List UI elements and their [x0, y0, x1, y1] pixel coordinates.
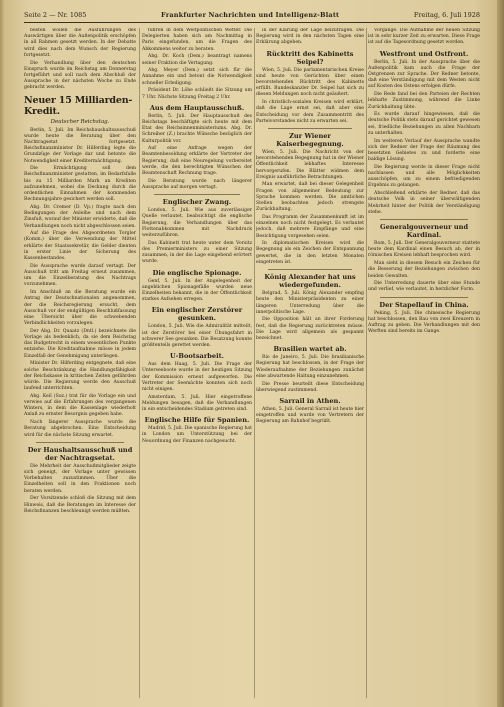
newspaper-title: Frankfurter Nachrichten und Intelligenz-Blatt	[161, 11, 340, 19]
paragraph: Berlin, 5. Juli. In der Aussprache über die Außenpolitik kam auch die Frage der Ostgrenzen zur Sprache. Der Redner betonte, daß eine Verständigung mit dem Westen nicht auf Kosten des Ostens erfolgen dürfe.	[368, 59, 480, 90]
headline-englischer-zwang: Englischer Zwang.	[162, 198, 232, 207]
paragraph: Die Beratung wurde nach längerer Aussprache auf morgen vertagt.	[142, 178, 252, 190]
paragraph: Auf eine Anfrage wegen der Beamtenbesoldung erklärte der Vertreter der Regierung, daß eine Neuregelung vorbereitet werde, die den berechtigten Wünschen der Beamtenschaft Rechnung trage.	[142, 146, 252, 177]
section-heading: Der Haushaltsausschuß und der Nachtragsetat.	[27, 445, 133, 462]
headline-u-boot: U-Bootsarbeit.	[170, 352, 224, 361]
paragraph: Rom, 5. Juli. Der Generalgouverneur stattete heute dem Kardinal einen Besuch ab, der in römischen Kreisen lebhaft besprochen wird.	[368, 240, 480, 259]
paragraph: Man erwartet, daß bei dieser Gelegenheit Fragen von allgemeiner Bedeutung zur Sprache kommen werden. Die amtlichen Stellen beobachten jedoch strengste Zurückhaltung.	[256, 182, 364, 213]
paragraph: Die Verhandlung über den deutschen Einspruch wurde im Reichstag am Donnerstag fortgeführt und soll nach dem Abschluß der Aussprache in der nächsten Woche zu Ende gebracht werden.	[24, 60, 136, 91]
divider	[154, 194, 240, 195]
paragraph: Die Unterredung dauerte über eine Stunde und verlief, wie verlautet, in herzlicher Form.	[368, 281, 480, 293]
paragraph: Minister Dr. Hilferding entgegnete, daß eine solche Beschränkung die Handlungsfähigkeit der Reichskasse in kritischen Zeiten gefährden würde. Die Regierung werde den Ausschuß laufend unterrichten.	[24, 361, 136, 392]
paragraph: Wien, 5. Juli. Die Nachricht von der bevorstehenden Begegnung hat in der Wiener Öffentlichkeit lebhaftes Interesse hervorgerufen. Die Blätter widmen dem Ereignis ausführliche Betrachtungen.	[256, 149, 364, 180]
paragraph: Amsterdam, 5. Juli. Hier eingetroffene Meldungen besagen, daß die Verhandlungen in ein entscheidendes Stadium getreten sind.	[142, 394, 252, 413]
paragraph: besten wollen die Ausführungen des Auswärtigen über die Außenpolitik erschöpfen in all Rahmen gesetzt werden. In der Debatte wird dies nach dem Wunsch der Regierung fortgesetzt.	[24, 28, 136, 58]
headline-stapellauf-china: Der Stapellauf in China.	[379, 300, 469, 309]
headline-brasilien: Brasilien wartet ab.	[273, 345, 347, 354]
paragraph: führen in dem Weltpolitischen Wetter. Die Delegierten haben sich am Nachmittag in Paris eingefunden, um die Fragen des Abkommens weiter zu beraten.	[142, 28, 252, 52]
paragraph: Abg. Keil (Soz.) trat für die Vorlage ein und verwies auf die Erfahrungen des vergangenen Winters, in dem die Kassenlage wiederholt Anlaß zu ernster Besorgnis gegeben habe.	[24, 393, 136, 418]
paragraph: Nach längerer Aussprache wurde die Beratung abgebrochen. Eine Entscheidung wird für die nächste Sitzung erwartet.	[24, 420, 136, 438]
subheadline: Deutscher Reichstag.	[50, 118, 110, 125]
paragraph: Genf, 5. Juli. In der Angelegenheit der angeblichen Spionagefälle wurden neue Einzelheiten bekannt, die in der Öffentlichkeit starkes Aufsehen erregen.	[142, 278, 252, 303]
page-number: Seite 2 — Nr. 1085	[24, 11, 87, 19]
paragraph: Die Aussprache wurde darauf vertagt. Der Ausschuß tritt am Freitag erneut zusammen, um die Einzelberatung des Nachtrags vorzunehmen.	[24, 263, 136, 288]
page-edge-shadow	[0, 0, 4, 707]
headline-spanien: Englische Hilfe für Spanien.	[144, 416, 250, 425]
divider	[268, 128, 352, 129]
paragraph: Die Rede fand bei den Parteien der Rechten lebhafte Zustimmung, während die Linke Zurückhaltung übte.	[368, 92, 480, 110]
paragraph: Wien, 5. Juli. Die parlamentarischen Kreise sind heute von Gerüchten über einen bevorstehenden Rücktritt des Kabinetts erfüllt. Bundeskanzler Dr. Seipel hat sich zu diesen Meldungen noch nicht geäußert.	[256, 67, 364, 98]
paragraph: Das Kabinett trat heute unter dem Vorsitz des Premierministers zu einer Sitzung zusammen, in der die Lage eingehend erörtert wurde.	[142, 240, 252, 265]
headline-generalgouverneur: Generalgouverneur und Kardinal.	[379, 222, 469, 239]
paragraph: Das Programm der Zusammenkunft ist im einzelnen noch nicht festgelegt. Es verlautet jedoch, daß mehrere Empfänge und eine Besichtigung vorgesehen seien.	[256, 214, 364, 239]
headline-sarrail: Sarrail in Athen.	[279, 396, 341, 405]
paragraph: Abg. Dr. Koch (Dem.) beantragt namens seiner Fraktion die Vertagung.	[142, 54, 252, 66]
paragraph: Die Ermächtigung soll dem Reichsfinanzminister gestatten, im Bedarfsfalle bis zu 15 Milliarden Mark an Krediten aufzunehmen, wobei die Deckung durch die ordentlichen Einnahmen der kommenden Rechnungsjahre gesichert werden soll.	[24, 166, 136, 203]
paragraph: In christlich-sozialen Kreisen wird erklärt, daß die Lage ernst sei, daß aber eine Entscheidung vor dem Zusammentritt des Parteivorstandes nicht zu erwarten sei.	[256, 100, 364, 124]
column-rule	[366, 28, 367, 698]
column-4	[368, 28, 480, 698]
paragraph: Im Anschluß an die Beratung wurde ein Antrag der Deutschnationalen angenommen, der die Reichsregierung ersucht, dem Ausschuß vor der endgültigen Beschlußfassung eine Übersicht über die schwebenden Verbindlichkeiten vorzulegen.	[24, 290, 136, 327]
paragraph: Abg. Dr. Cremer (D. Vp.) fragte nach den Bedingungen der Anleihe und nach dem Zinsfuß, worauf der Minister erwiderte, daß die Verhandlungen noch nicht abgeschlossen seien.	[24, 204, 136, 229]
column-rule	[254, 28, 255, 698]
headline-hauptausschuss: Aus dem Hauptausschuß.	[149, 103, 245, 112]
paragraph: Man sieht in diesem Besuch ein Zeichen für die Besserung der Beziehungen zwischen den beiden Gewalten.	[368, 261, 480, 279]
divider	[36, 442, 124, 443]
headline-milliarden-kredit: Neuer 15 Milliarden-Kredit.	[24, 94, 133, 117]
headline-zerstoerer: Ein englischer Zerstörer gesunken.	[151, 306, 243, 323]
headline-spionage: Die englische Spionage.	[152, 268, 242, 277]
column-rule	[139, 28, 140, 698]
column-1	[24, 28, 136, 698]
paragraph: In diplomatischen Kreisen wird die Begegnung als ein Zeichen der Entspannung gewertet, die in den letzten Monaten eingetreten ist.	[256, 241, 364, 265]
divider	[380, 219, 468, 220]
page-header	[24, 8, 480, 23]
page-fold-shadow	[497, 0, 504, 707]
paragraph: Abg. Meyer (Dem.) setzt sich für die Annahme ein und betont die Notwendigkeit schneller Erledigung.	[142, 68, 252, 86]
paragraph: Abschließend erklärte der Redner, daß das deutsche Volk in seiner überwältigenden Mehrheit hinter der Politik der Verständigung stehe.	[368, 191, 480, 215]
paragraph: Berlin, 5. Juli. Der Hauptausschuß des Reichstags beschäftigte sich heute mit dem Etat des Reichsinnenministeriums. Abg. Dr. Schreiber (Z.) brachte Wünsche bezüglich der Kulturpolitik vor.	[142, 113, 252, 144]
headline-westfront-ostfront: Westfront und Ostfront.	[379, 49, 469, 58]
paragraph: Athen, 5. Juli. General Sarrail ist heute hier eingetroffen und wurde von Vertretern der Regierung am Bahnhof begrüßt.	[256, 406, 364, 425]
paragraph: Im weiteren Verlauf der Aussprache wandte sich der Redner der Frage der Räumung des besetzten Gebietes zu und forderte eine baldige Lösung.	[368, 138, 480, 163]
paragraph: Auf die Frage des Abgeordneten Torgler (Komm.) über die Verwendung der Mittel erklärte der Staatssekretär, die Gelder dienten in erster Linie der Sicherung des Kassenbestandes.	[24, 231, 136, 262]
paragraph: Peking, 5. Juli. Die chinesische Regierung hat beschlossen, den Bau von zwei Kreuzern in Auftrag zu geben. Die Verhandlungen mit den Werften sind bereits im Gange.	[368, 310, 480, 335]
paragraph: Präsident Dr. Löbe schließt die Sitzung um 7 Uhr. Nächste Sitzung Freitag 2 Uhr.	[142, 88, 252, 100]
paragraph: Die Mehrheit der Ausschußmitglieder zeigte sich geneigt, der Vorlage unter gewissen Vorbehalten zuzustimmen. Über die Einzelheiten soll in den Fraktionen noch beraten werden.	[24, 463, 136, 494]
paragraph: London, 5. Juli. Wie aus zuverlässiger Quelle verlautet, beabsichtigt die englische Regierung, die Verhandlungen über das Flottenabkommen mit Nachdruck weiterzuführen.	[142, 208, 252, 238]
paragraph: Berlin, 5. Juli. Im Reichshaushaltsausschuß wurde heute die Beratung über den Nachtragsetat fortgesetzt. Reichsfinanzminister Dr. Hilferding legte die Grundzüge der Vorlage dar und betonte die Notwendigkeit einer Kreditermächtigung.	[24, 127, 136, 164]
issue-date: Freitag, 6. Juli 1928	[413, 11, 480, 19]
paragraph: Die Opposition hält an ihrer Forderung fest, daß die Regierung zurücktreten müsse. Die Lage wird allgemein als gespannt bezeichnet.	[256, 317, 364, 342]
paragraph: Aus dem Haag, 5. Juli. Die Frage der Unterseeboote wurde in der heutigen Sitzung der Kommission erneut aufgeworfen. Die Vertreter der Seemächte konnten sich noch nicht einigen.	[142, 362, 252, 392]
paragraph: Rio de Janeiro, 5. Juli. Die brasilianische Regierung hat beschlossen, in der Frage der Wiederaufnahme der Beziehungen zunächst eine abwartende Haltung einzunehmen.	[256, 355, 364, 379]
divider	[268, 269, 352, 270]
paragraph: Vorgänge. Die Aufnahme der neuen Sitzung ist in sehr kurzer Zeit zu erwarten. Diese Frage ist auf die Tagesordnung gesetzt worden.	[368, 28, 480, 46]
paragraph: Der Vorsitzende schloß die Sitzung mit dem Hinweis, daß die Beratungen im Interesse der Reichsfinanzen beschleunigt werden müßten.	[24, 496, 136, 514]
paragraph: London, 5. Juli. Wie die Admiralität mitteilt, ist der Zerstörer bei einer Übungsfahrt in schwerer See gesunken. Die Besatzung konnte größtenteils gerettet werden.	[142, 324, 252, 348]
paragraph: Madrid, 5. Juli. Die spanische Regierung hat in London um Unterstützung bei der Neuordnung der Finanzen nachgesucht.	[142, 426, 252, 444]
headline-kaiserbegegnung: Zur Wiener Kaiserbegegnung.	[276, 131, 344, 148]
paragraph: Belgrad, 5. Juli. König Alexander empfing heute den Ministerpräsidenten zu einer längeren Unterredung über die innerpolitische Lage.	[256, 291, 364, 315]
headline-kabinett-seipel: Rücktritt des Kabinetts Seipel?	[266, 49, 354, 66]
column-3	[256, 28, 364, 698]
paragraph: in der Klärung der Lage beizutragen. Die Regierung wird in den nächsten Tagen eine Erklärung abgeben.	[256, 28, 364, 46]
paragraph: Der Abg. Dr. Quaatz (Dntl.) bezeichnete die Vorlage als bedenklich, da sie dem Reichstag das Budgetrecht in einem wesentlichen Punkte entziehe. Die Kreditaufnahme müsse in jedem Einzelfall der Genehmigung unterliegen.	[24, 328, 136, 359]
divider	[380, 297, 468, 298]
paragraph: Die Presse beurteilt diese Entscheidung überwiegend zustimmend.	[256, 381, 364, 393]
headline-koenig-alexander: König Alexander hat uns wiedergefunden.	[264, 273, 356, 290]
paragraph: Es wurde darauf hingewiesen, daß die deutsche Politik stets darauf gerichtet gewesen sei, friedliche Beziehungen zu allen Nachbarn zu unterhalten.	[368, 112, 480, 136]
paragraph: Die Regierung werde in dieser Frage nicht nachlassen und alle Möglichkeiten ausschöpfen, um zu einem befriedigenden Ergebnis zu gelangen.	[368, 164, 480, 189]
column-2	[142, 28, 252, 698]
